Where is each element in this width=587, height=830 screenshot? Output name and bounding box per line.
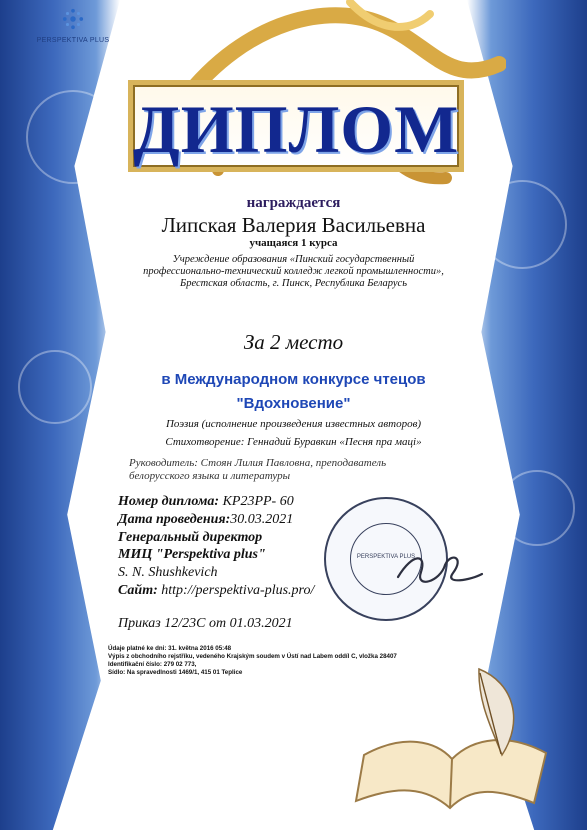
diploma-number-label: Номер диплома: [118, 494, 220, 509]
awarded-label: награждается [246, 195, 341, 211]
institution-line: профессионально-технический колледж легкой промышленности», [143, 265, 444, 277]
category-text: Поэзия (исполнение произведения известных авторов) [165, 418, 422, 430]
legal-line: Údaje platné ke dni: 31. května 2016 05:48 [108, 645, 232, 652]
institution-text [94, 254, 493, 290]
legal-line: Identifikační číslo: 279 02 773, [108, 660, 197, 668]
logo-text: PERSPEKTIVA PLUS [36, 37, 110, 44]
diploma-number-row [118, 493, 368, 511]
diploma-number: КР23РР- 60 [222, 494, 294, 509]
event-date: 30.03.2021 [230, 511, 294, 527]
open-book-icon [344, 663, 554, 813]
contest-name: "Вдохновение" [236, 395, 351, 412]
frame-swirl [499, 470, 575, 546]
logo-star-icon [62, 8, 84, 30]
institution-line: Учреждение образования «Пинский государственный [172, 254, 415, 265]
director-organization: МИЦ "Perspektiva plus" [118, 547, 266, 563]
legal-line: Výpis z obchodního rejstříku, vedeného Krajským soudem v Ústí nad Labem oddíl C, vložka 28407 [108, 652, 397, 660]
leader-line: белорусского языка и литературы [129, 470, 291, 483]
place-text: За 2 место [243, 330, 344, 354]
site-label: Сайт: [118, 582, 158, 598]
date-row [118, 511, 368, 529]
date-label: Дата проведения: [118, 511, 231, 527]
recipient-name: Липская Валерия Васильевна [161, 213, 426, 237]
leader-line: Руководитель: Стоян Лилия Павловна, преподаватель [129, 457, 387, 469]
contest-line: в Международном конкурсе чтецов [161, 371, 426, 388]
institution-line: Брестская область, г. Пинск, Республика Беларусь [180, 277, 407, 289]
signature-icon [395, 547, 485, 592]
order-text: Приказ 12/23С от 01.03.2021 [118, 616, 293, 631]
legal-line: Sídlo: Na spravedlnosti 1469/1, 415 01 Teplice [108, 668, 243, 676]
frame-swirl [18, 350, 92, 424]
diploma-title: ДИПЛОМ [133, 91, 460, 167]
perspektiva-logo [18, 8, 128, 44]
stamp-text: PERSPEKTIVA PLUS [356, 554, 416, 560]
poem-text: Стихотворение: Геннадий Буравкин «Песня пра маці» [165, 436, 422, 448]
site-link[interactable]: http://perspektiva-plus.pro/ [161, 582, 315, 598]
title-frame [128, 80, 464, 172]
director-title: Генеральный директор [118, 529, 263, 545]
student-status: учащаяся 1 курса [249, 237, 338, 249]
director-name: S. N. Shushkevich [118, 565, 218, 581]
frame-swirl [26, 90, 120, 184]
leader-info [129, 457, 489, 484]
